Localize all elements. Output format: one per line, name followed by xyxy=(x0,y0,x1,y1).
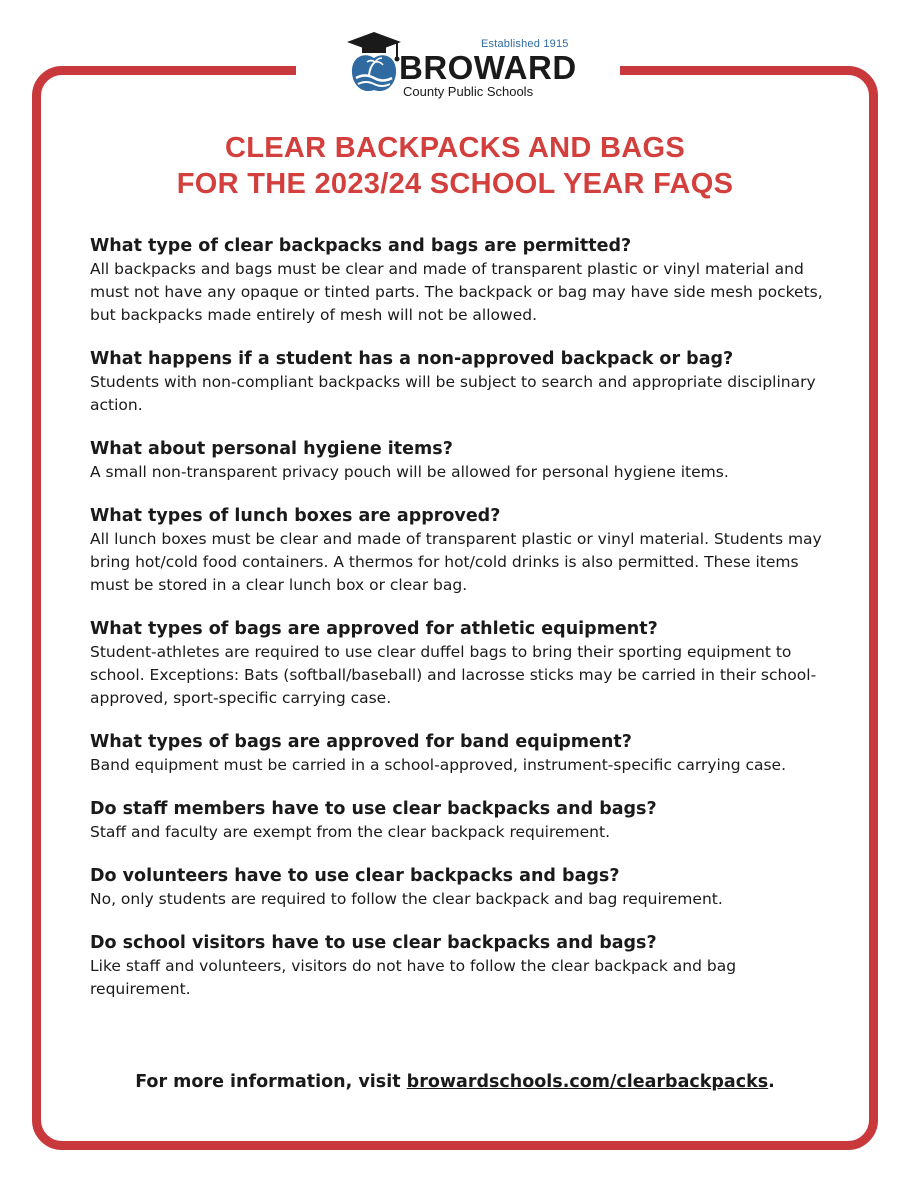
faq-item xyxy=(90,797,840,844)
faq-question: Do staff members have to use clear backpacks and bags? xyxy=(90,799,657,819)
faq-question: What types of bags are approved for athletic equipment? xyxy=(90,619,658,639)
faq-answer: No, only students are required to follow the clear backpack and bag requirement. xyxy=(90,890,723,908)
faq-question: Do volunteers have to use clear backpacks and bags? xyxy=(90,866,620,886)
faq-answer: Staff and faculty are exempt from the clear backpack requirement. xyxy=(90,823,611,841)
more-info-footer xyxy=(60,1072,850,1092)
faq-item xyxy=(90,234,840,327)
district-subtitle: County Public Schools xyxy=(403,84,534,99)
title-line-1: CLEAR BACKPACKS AND BAGS xyxy=(225,132,685,164)
faq-item xyxy=(90,437,840,484)
faq-answer: Student-athletes are required to use clear duffel bags to bring their sporting equipment to school. Exceptions: Bats (softball/baseball) and lacrosse sticks may be carried in their school-approved, sport-specific carrying case. xyxy=(90,643,817,707)
faq-item xyxy=(90,347,840,417)
page-title xyxy=(60,130,850,202)
faq-answer: All lunch boxes must be clear and made of transparent plastic or vinyl material. Students may bring hot/cold food containers. A thermos for hot/cold drinks is also permitted. These items must be stored in a clear lunch box or clear bag. xyxy=(90,530,822,594)
faq-question: What happens if a student has a non-approved backpack or bag? xyxy=(90,349,734,369)
faq-item xyxy=(90,504,840,597)
faq-item xyxy=(90,730,840,777)
faq-question: What type of clear backpacks and bags are permitted? xyxy=(90,236,632,256)
title-line-2: FOR THE 2023/24 SCHOOL YEAR FAQS xyxy=(176,168,734,200)
school-apple-graduation-cap-logo-icon xyxy=(345,28,403,98)
established-label: Established 1915 xyxy=(481,38,569,50)
faq-answer: Like staff and volunteers, visitors do not have to follow the clear backpack and bag requirement. xyxy=(90,957,737,998)
faq-list xyxy=(90,234,840,1021)
faq-item xyxy=(90,617,840,710)
faq-answer: A small non-transparent privacy pouch will be allowed for personal hygiene items. xyxy=(90,463,729,481)
footer-prefix: For more information, visit xyxy=(135,1072,407,1092)
district-name: BROWARD xyxy=(399,49,577,86)
faq-question: What about personal hygiene items? xyxy=(90,439,453,459)
clearbackpacks-link[interactable]: browardschools.com/clearbackpacks xyxy=(406,1072,769,1092)
faq-item xyxy=(90,931,840,1001)
faq-question: Do school visitors have to use clear backpacks and bags? xyxy=(90,933,657,953)
faq-question: What types of lunch boxes are approved? xyxy=(90,506,501,526)
faq-answer: Students with non-compliant backpacks will be subject to search and appropriate disciplinary action. xyxy=(90,373,816,414)
faq-answer: Band equipment must be carried in a school-approved, instrument-specific carrying case. xyxy=(90,756,787,774)
faq-item xyxy=(90,864,840,911)
faq-question: What types of bags are approved for band equipment? xyxy=(90,732,632,752)
footer-suffix: . xyxy=(768,1072,775,1092)
faq-answer: All backpacks and bags must be clear and made of transparent plastic or vinyl material and must not have any opaque or tinted parts. The backpack or bag may have side mesh pockets, but backpacks made entirely of mesh will not be allowed. xyxy=(90,260,823,324)
district-logo xyxy=(343,28,583,100)
